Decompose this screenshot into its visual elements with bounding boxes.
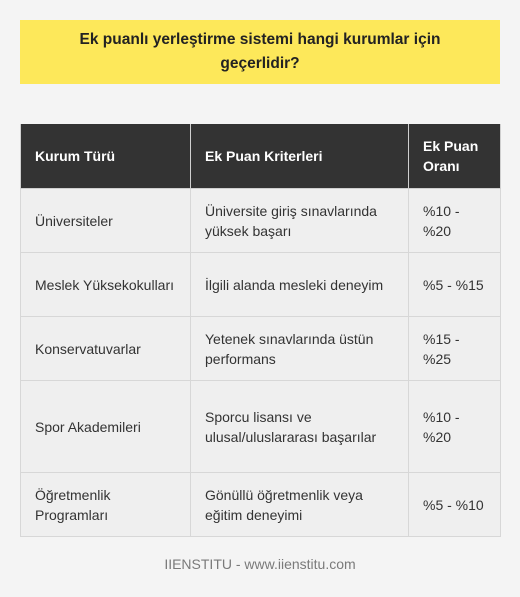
- table-row: [21, 189, 501, 253]
- cell-ek-puan-kriterleri: Gönüllü öğretmenlik veya eğitim deneyimi: [191, 473, 409, 537]
- cell-ek-puan-orani: %10 - %20: [409, 189, 501, 253]
- column-header-ek-puan-kriterleri: Ek Puan Kriterleri: [191, 124, 409, 189]
- cell-ek-puan-kriterleri: İlgili alanda mesleki deneyim: [191, 253, 409, 317]
- footer-credit: IIENSTITU - www.iienstitu.com: [164, 556, 356, 572]
- cell-ek-puan-kriterleri: Yetenek sınavlarında üstün performans: [191, 317, 409, 381]
- title-banner: [20, 20, 500, 84]
- cell-kurum-turu: Meslek Yüksekokulları: [21, 253, 191, 317]
- table-row: [21, 317, 501, 381]
- institutions-table: [20, 124, 501, 537]
- cell-ek-puan-orani: %5 - %10: [409, 473, 501, 537]
- cell-kurum-turu: Üniversiteler: [21, 189, 191, 253]
- cell-kurum-turu: Spor Akademileri: [21, 381, 191, 473]
- cell-ek-puan-kriterleri: Üniversite giriş sınavlarında yüksek başarı: [191, 189, 409, 253]
- cell-ek-puan-orani: %5 - %15: [409, 253, 501, 317]
- column-header-kurum-turu: Kurum Türü: [21, 124, 191, 189]
- table-row: [21, 381, 501, 473]
- cell-ek-puan-kriterleri: Sporcu lisansı ve ulusal/uluslararası başarılar: [191, 381, 409, 473]
- page-title: Ek puanlı yerleştirme sistemi hangi kurumlar için geçerlidir?: [79, 31, 441, 72]
- table-header-row: [21, 124, 501, 189]
- table-row: [21, 253, 501, 317]
- cell-ek-puan-orani: %15 - %25: [409, 317, 501, 381]
- cell-ek-puan-orani: %10 - %20: [409, 381, 501, 473]
- column-header-ek-puan-orani: Ek Puan Oranı: [409, 124, 501, 189]
- table-row: [21, 473, 501, 537]
- cell-kurum-turu: Öğretmenlik Programları: [21, 473, 191, 537]
- cell-kurum-turu: Konservatuvarlar: [21, 317, 191, 381]
